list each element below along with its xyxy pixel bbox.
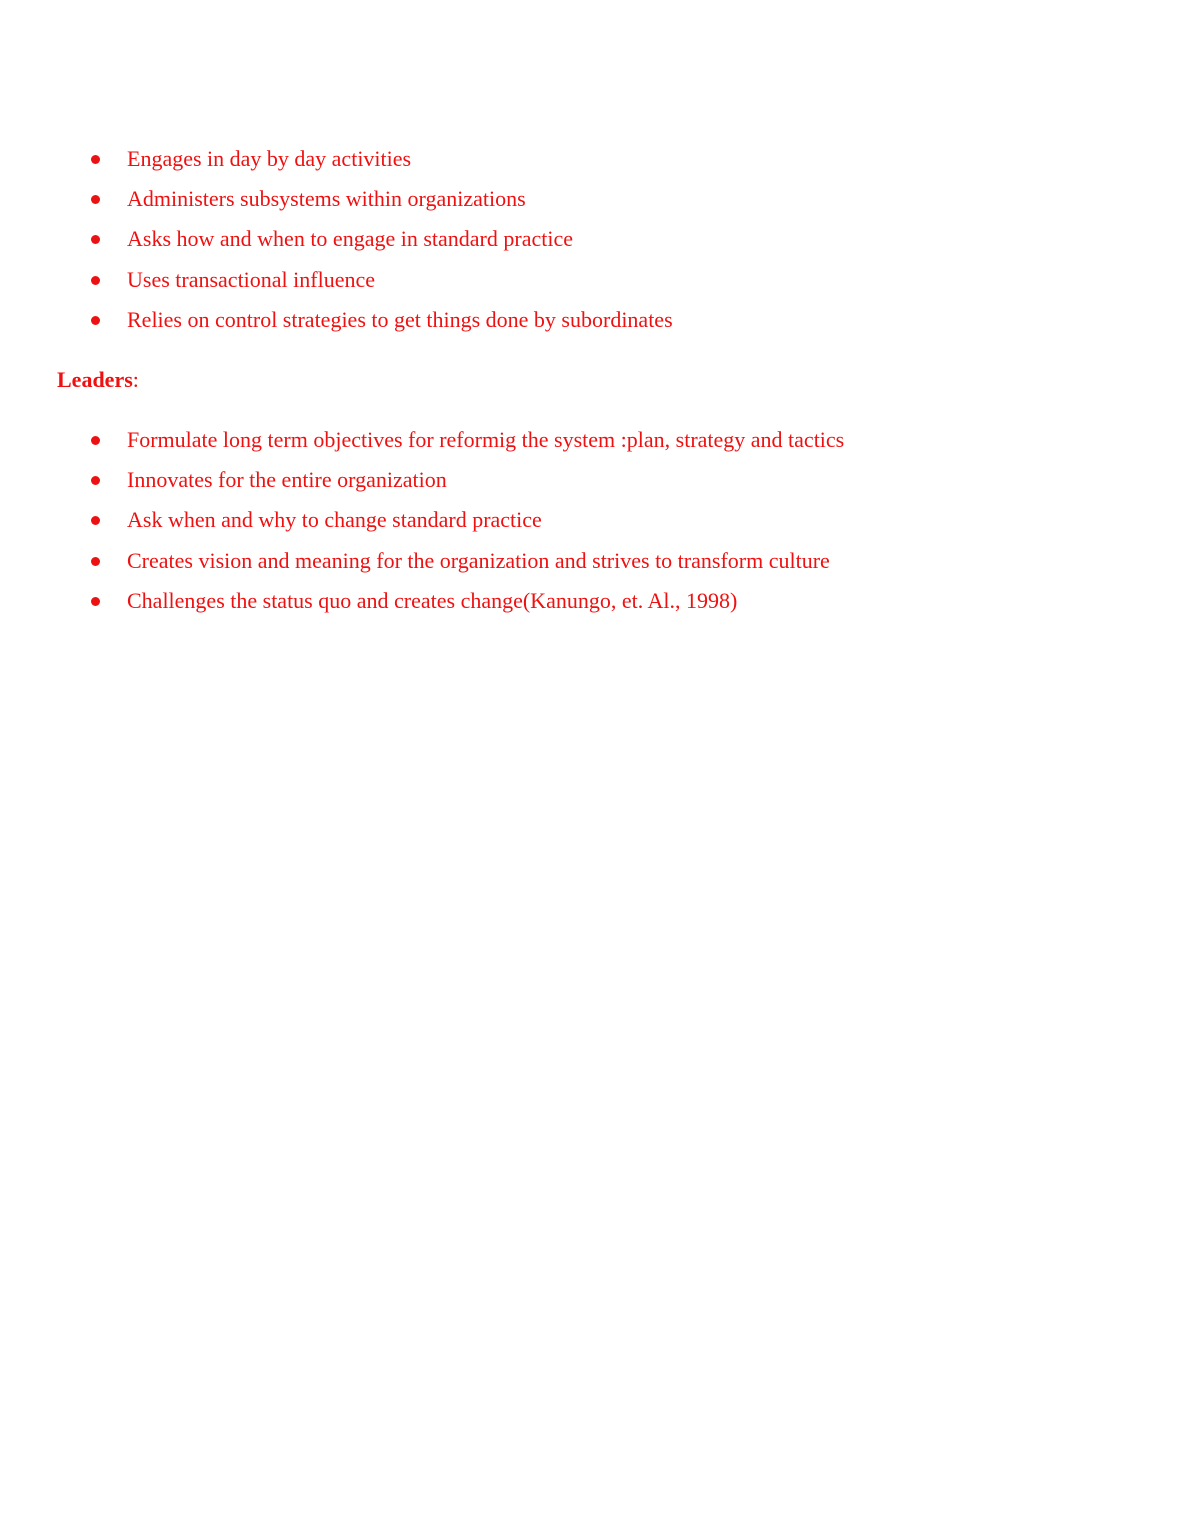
bullet-icon	[91, 235, 100, 244]
bullet-icon	[91, 557, 100, 566]
list-item	[0, 546, 1190, 586]
list-item	[0, 144, 1190, 184]
list-item-text: Innovates for the entire organization	[127, 467, 447, 493]
list-item	[0, 505, 1190, 545]
list-item-text: Formulate long term objectives for reformig the system :plan, strategy and tactics	[127, 427, 845, 452]
list-item	[0, 265, 1190, 305]
bullet-icon	[91, 195, 100, 204]
list-item	[0, 305, 1190, 345]
leader-traits-list	[0, 425, 1190, 626]
list-item-text: Engages in day by day activities	[127, 146, 412, 171]
bullet-icon	[91, 276, 100, 285]
list-item-text: Ask when and why to change standard practice	[127, 507, 542, 533]
list-item	[0, 586, 1190, 626]
leaders-heading-label: Leaders	[57, 367, 133, 392]
leaders-heading	[57, 365, 139, 395]
list-item	[0, 224, 1190, 264]
bullet-icon	[91, 155, 100, 164]
bullet-icon	[91, 597, 100, 606]
list-item	[0, 465, 1190, 505]
manager-traits-list	[0, 144, 1190, 345]
list-item-text: Asks how and when to engage in standard practice	[127, 226, 573, 252]
list-item-text: Challenges the status quo and creates change(Kanungo, et. Al., 1998)	[127, 587, 738, 613]
leaders-heading-colon: :	[132, 367, 139, 392]
list-item-text: Administers subsystems within organizations	[127, 186, 526, 212]
bullet-icon	[91, 516, 100, 525]
list-item-text: Creates vision and meaning for the organization and strives to transform culture	[127, 547, 830, 573]
bullet-icon	[91, 316, 100, 325]
list-item	[0, 184, 1190, 224]
list-item	[0, 425, 1190, 465]
bullet-icon	[91, 476, 100, 485]
list-item-text: Uses transactional influence	[127, 266, 376, 292]
list-item-text: Relies on control strategies to get things done by subordinates	[127, 306, 673, 332]
bullet-icon	[91, 436, 100, 445]
